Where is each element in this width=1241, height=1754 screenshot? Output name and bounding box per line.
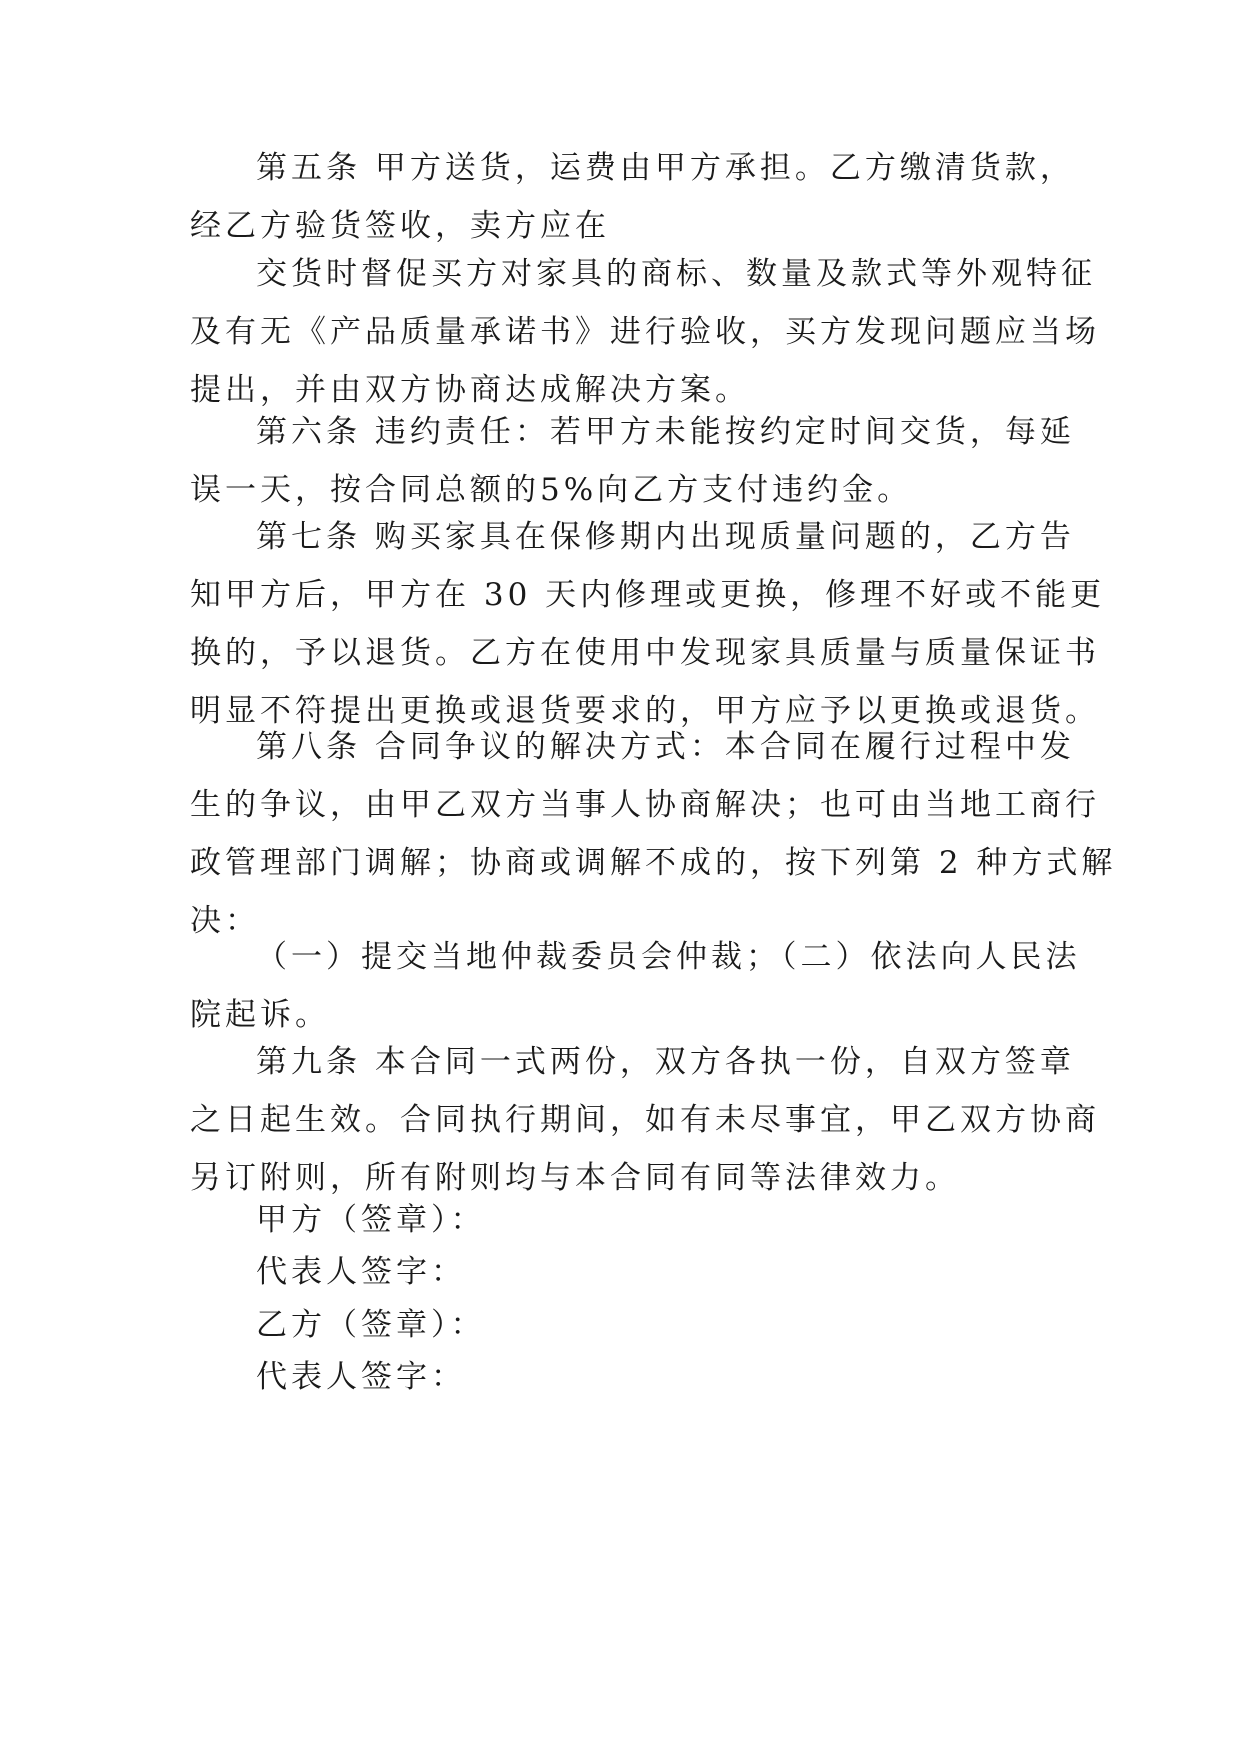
article-9-line-3: 另订附则，所有附则均与本合同有同等法律效力。 [190,1160,960,1196]
article-7 [190,508,1106,740]
article-6-line-1: 第六条 违约责任：若甲方未能按约定时间交货，每延 [256,414,1075,450]
article-8-line-2: 生的争议，由甲乙双方当事人协商解决；也可由当地工商行 [190,787,1100,823]
article-7-line-1: 第七条 购买家具在保修期内出现质量问题的，乙方告 [256,519,1075,555]
dispute-options-line-1: （一）提交当地仲裁委员会仲裁；（二）依法向人民法 [256,939,1081,975]
article-6 [190,403,1075,519]
article-8-line-4: 决： [190,903,260,939]
inspection-paragraph [190,245,1100,419]
party-b-seal-label: 乙方（签章）： [256,1307,486,1343]
article-9-line-1: 第九条 本合同一式两份，双方各执一份，自双方签章 [256,1044,1075,1080]
article-7-line-2: 知甲方后，甲方在 30 天内修理或更换，修理不好或不能更 [190,577,1106,613]
party-b-representative-label: 代表人签字： [256,1359,466,1395]
article-5-line-2: 经乙方验货签收，卖方应在 [190,208,610,244]
article-7-line-4: 明显不符提出更换或退货要求的，甲方应予以更换或退货。 [190,693,1100,729]
inspection-line-1: 交货时督促买方对家具的商标、数量及款式等外观特征 [256,256,1096,292]
article-9 [190,1033,1100,1207]
article-8-line-1: 第八条 合同争议的解决方式：本合同在履行过程中发 [256,729,1075,765]
article-8-line-3: 政管理部门调解；协商或调解不成的，按下列第 2 种方式解 [190,845,1117,881]
party-a-representative-label: 代表人签字： [256,1254,466,1290]
inspection-line-3: 提出，并由双方协商达成解决方案。 [190,372,750,408]
article-7-line-3: 换的，予以退货。乙方在使用中发现家具质量与质量保证书 [190,635,1100,671]
party-a-seal-label: 甲方（签章）： [256,1202,486,1238]
inspection-line-2: 及有无《产品质量承诺书》进行验收，买方发现问题应当场 [190,314,1100,350]
article-5-line-1: 第五条 甲方送货，运费由甲方承担。乙方缴清货款， [256,150,1075,186]
dispute-options-line-2: 院起诉。 [190,997,330,1033]
dispute-options [190,928,1081,1044]
article-9-line-2: 之日起生效。合同执行期间，如有未尽事宜，甲乙双方协商 [190,1102,1100,1138]
article-6-line-2: 误一天，按合同总额的5%向乙方支付违约金。 [190,472,913,508]
article-8 [190,718,1117,950]
article-5 [190,139,1075,255]
